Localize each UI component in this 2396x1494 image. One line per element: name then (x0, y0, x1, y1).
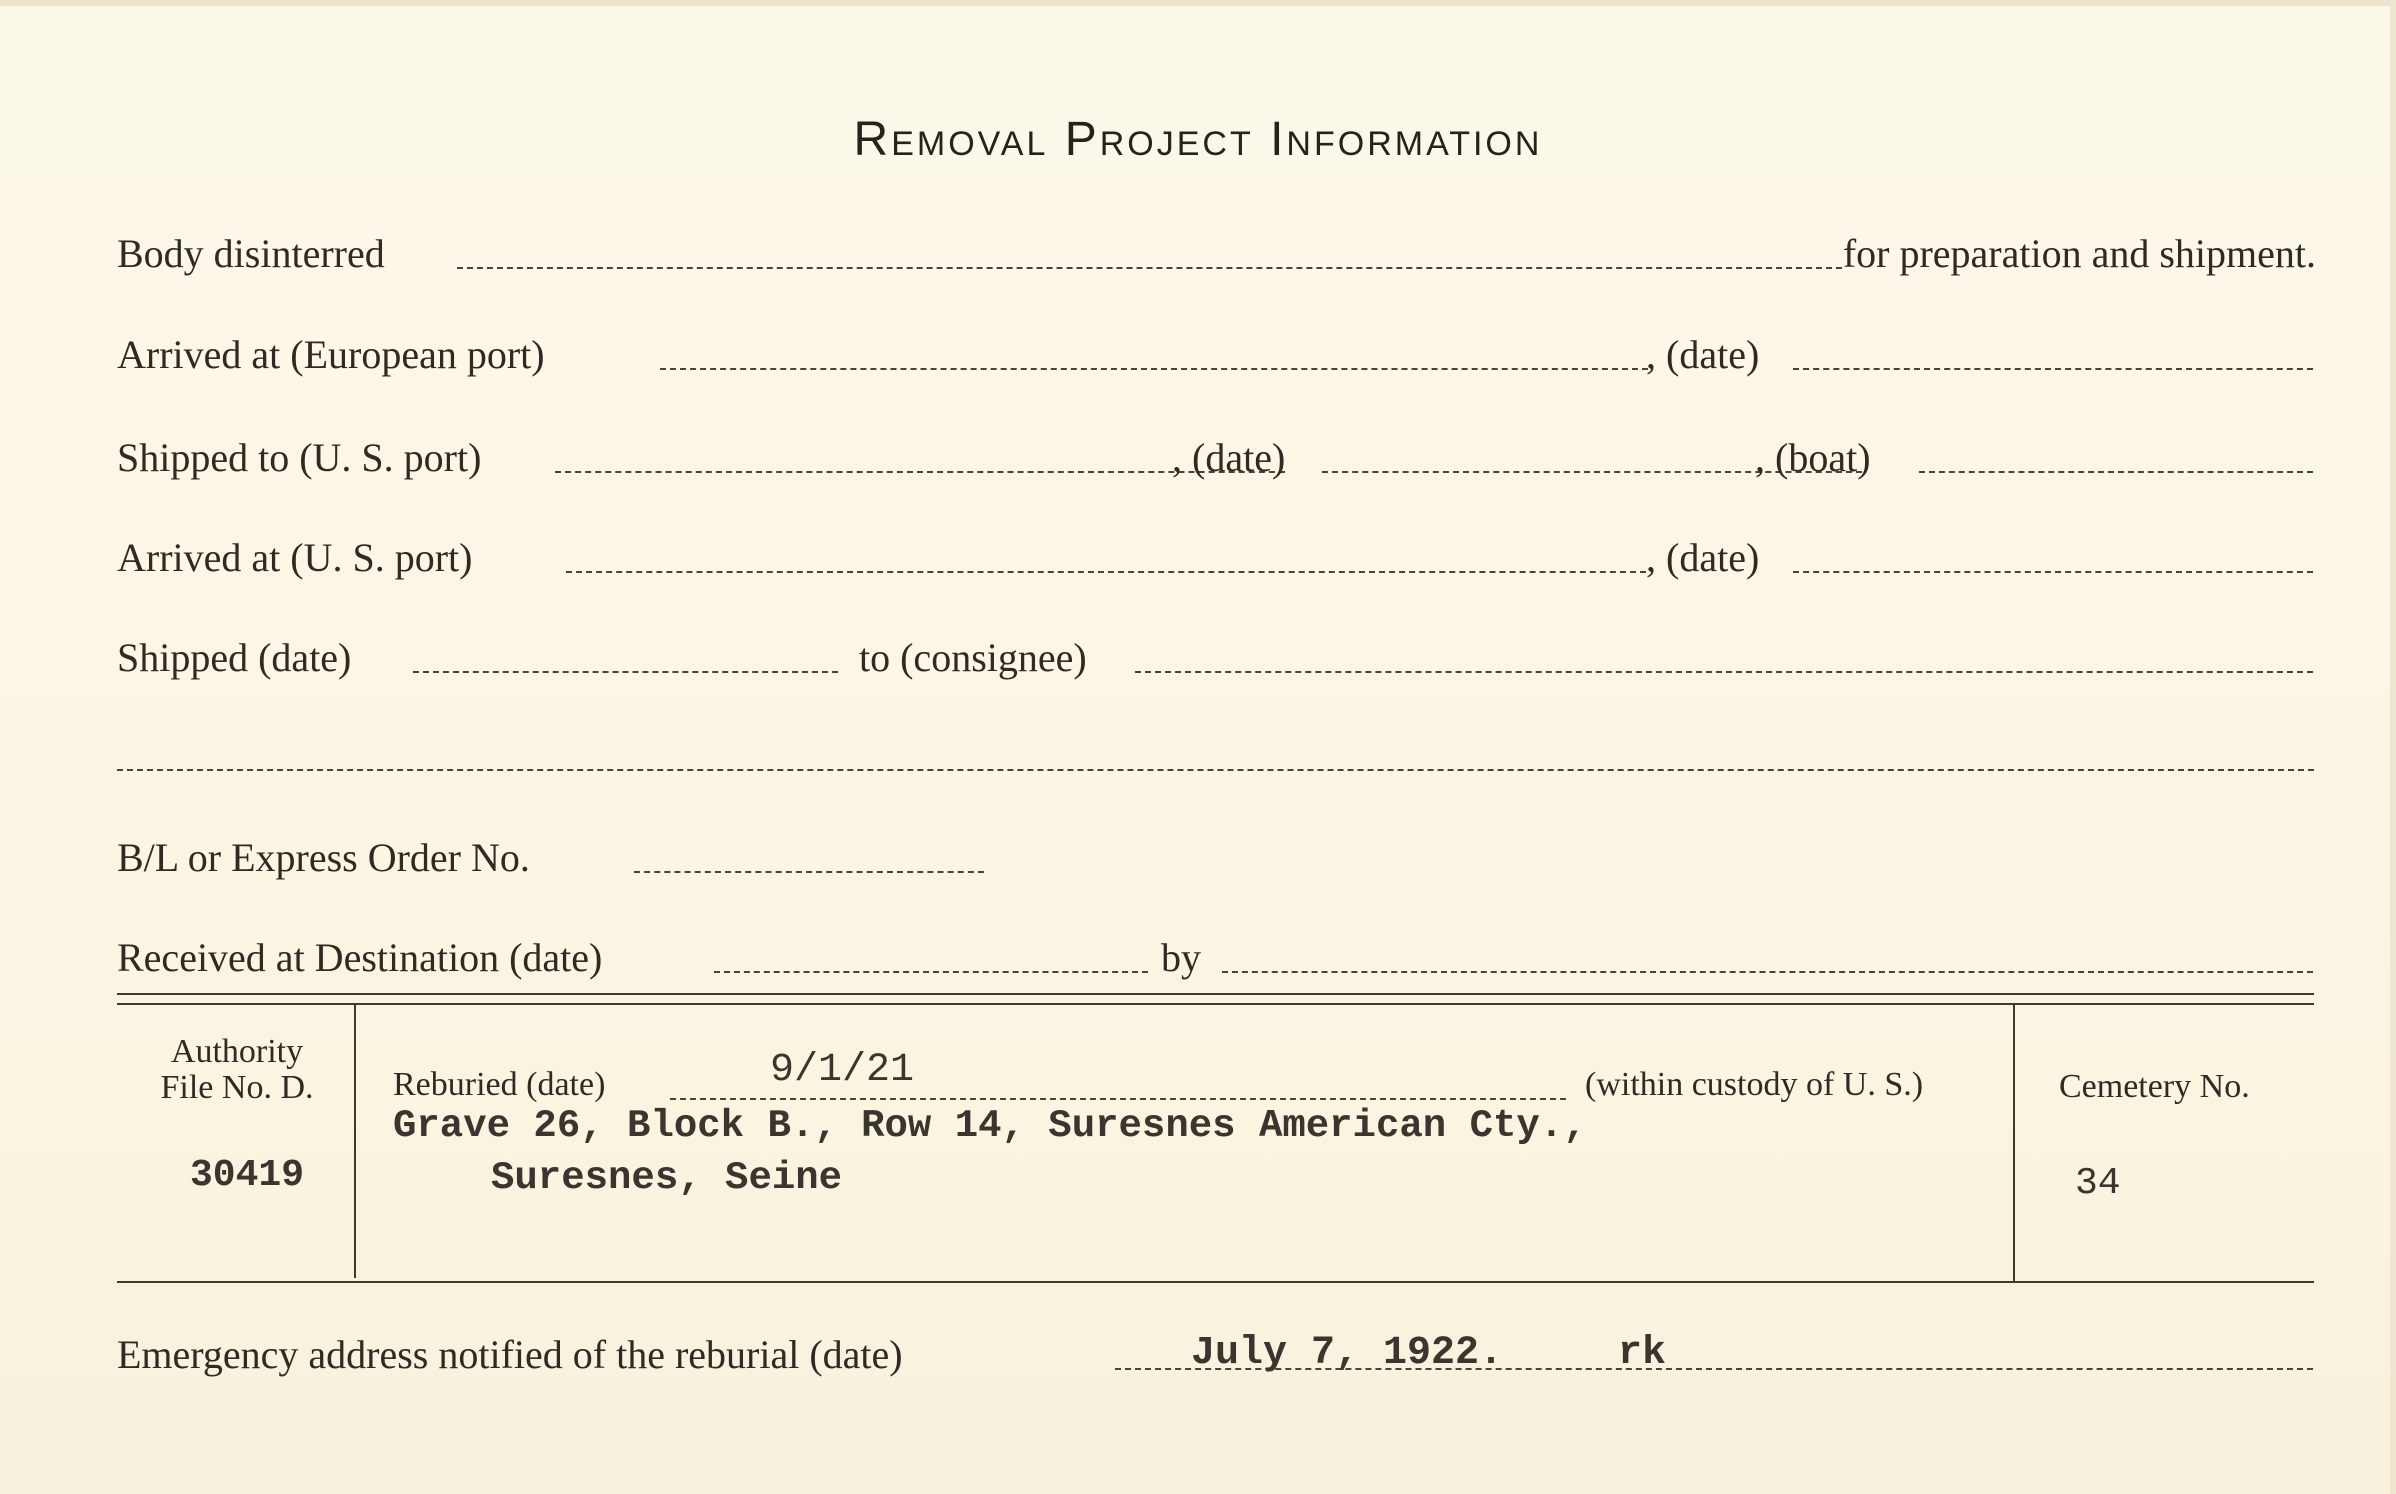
received-date-blank[interactable] (714, 971, 1148, 973)
boat-label: , (boat) (1755, 435, 1871, 480)
arrived-us-label: Arrived at (U. S. port) (117, 535, 473, 580)
arrived-us-port-blank[interactable] (566, 571, 1646, 573)
consignee-blank[interactable] (1135, 671, 2313, 673)
bl-order-blank[interactable] (634, 871, 984, 873)
arrived-us-date-blank[interactable] (1793, 571, 2313, 573)
date-label-2: , (date) (1172, 435, 1286, 480)
cemetery-number-value: 34 (2075, 1162, 2121, 1205)
row-shipped-to (117, 430, 2316, 486)
card-title: Removal Project Information (853, 113, 1543, 166)
consignee-continuation-blank[interactable] (117, 769, 2314, 771)
card-top-edge (0, 0, 2396, 6)
shipped-to-label: Shipped to (U. S. port) (117, 435, 482, 480)
box-top-rule-2 (117, 1003, 2314, 1005)
box-bottom-rule (117, 1281, 2314, 1283)
body-disinterred-label: Body disinterred (117, 231, 385, 276)
date-label-1: , (date) (1646, 332, 1760, 377)
date-label-3: , (date) (1646, 535, 1760, 580)
box-divider-right (2013, 1005, 2015, 1283)
shipped-date-label: Shipped (date) (117, 635, 352, 680)
reburied-date-value: 9/1/21 (770, 1048, 915, 1093)
reburied-date-label: Reburied (date) (393, 1066, 606, 1103)
arrived-european-label: Arrived at (European port) (117, 332, 545, 377)
card-right-edge (2390, 0, 2396, 1494)
boat-blank[interactable] (1919, 471, 2313, 473)
received-by-blank[interactable] (1222, 971, 2313, 973)
body-disinterred-blank[interactable] (457, 267, 1842, 269)
emergency-label: Emergency address notified of the reburial (date) (117, 1332, 903, 1377)
emergency-initials: rk (1618, 1331, 1667, 1376)
row-arrived-european (117, 327, 2316, 383)
reburied-date-blank[interactable] (670, 1098, 1566, 1100)
row-body-disinterred (117, 226, 2316, 282)
authority-label (127, 1034, 347, 1106)
emergency-date-value: July 7, 1922. (1191, 1331, 1504, 1376)
custody-label: (within custody of U. S.) (1585, 1066, 1924, 1103)
received-label: Received at Destination (date) (117, 935, 603, 980)
box-divider-left (354, 1005, 356, 1278)
row-bl-order (117, 830, 2316, 886)
prep-shipment-label: for preparation and shipment. (1842, 231, 2316, 276)
consignee-label: to (consignee) (859, 635, 1087, 680)
shipped-date-value-blank[interactable] (413, 671, 838, 673)
european-date-blank[interactable] (1793, 368, 2313, 370)
box-top-rule-1 (117, 993, 2314, 995)
cemetery-number-label: Cemetery No. (2059, 1068, 2250, 1105)
bl-order-label: B/L or Express Order No. (117, 835, 530, 880)
authority-label-line-1: Authority (170, 1033, 304, 1070)
row-shipped-date (117, 630, 2316, 686)
grave-location-line-2: Suresnes, Seine (491, 1156, 843, 1200)
authority-label-line-2: File No. D. (160, 1069, 314, 1106)
by-label: by (1161, 935, 1201, 980)
authority-file-number: 30419 (190, 1154, 305, 1197)
european-port-blank[interactable] (660, 368, 1648, 370)
row-arrived-us (117, 530, 2316, 586)
grave-location-line-1: Grave 26, Block B., Row 14, Suresnes American Cty., (393, 1104, 1587, 1148)
row-received (117, 930, 2316, 986)
